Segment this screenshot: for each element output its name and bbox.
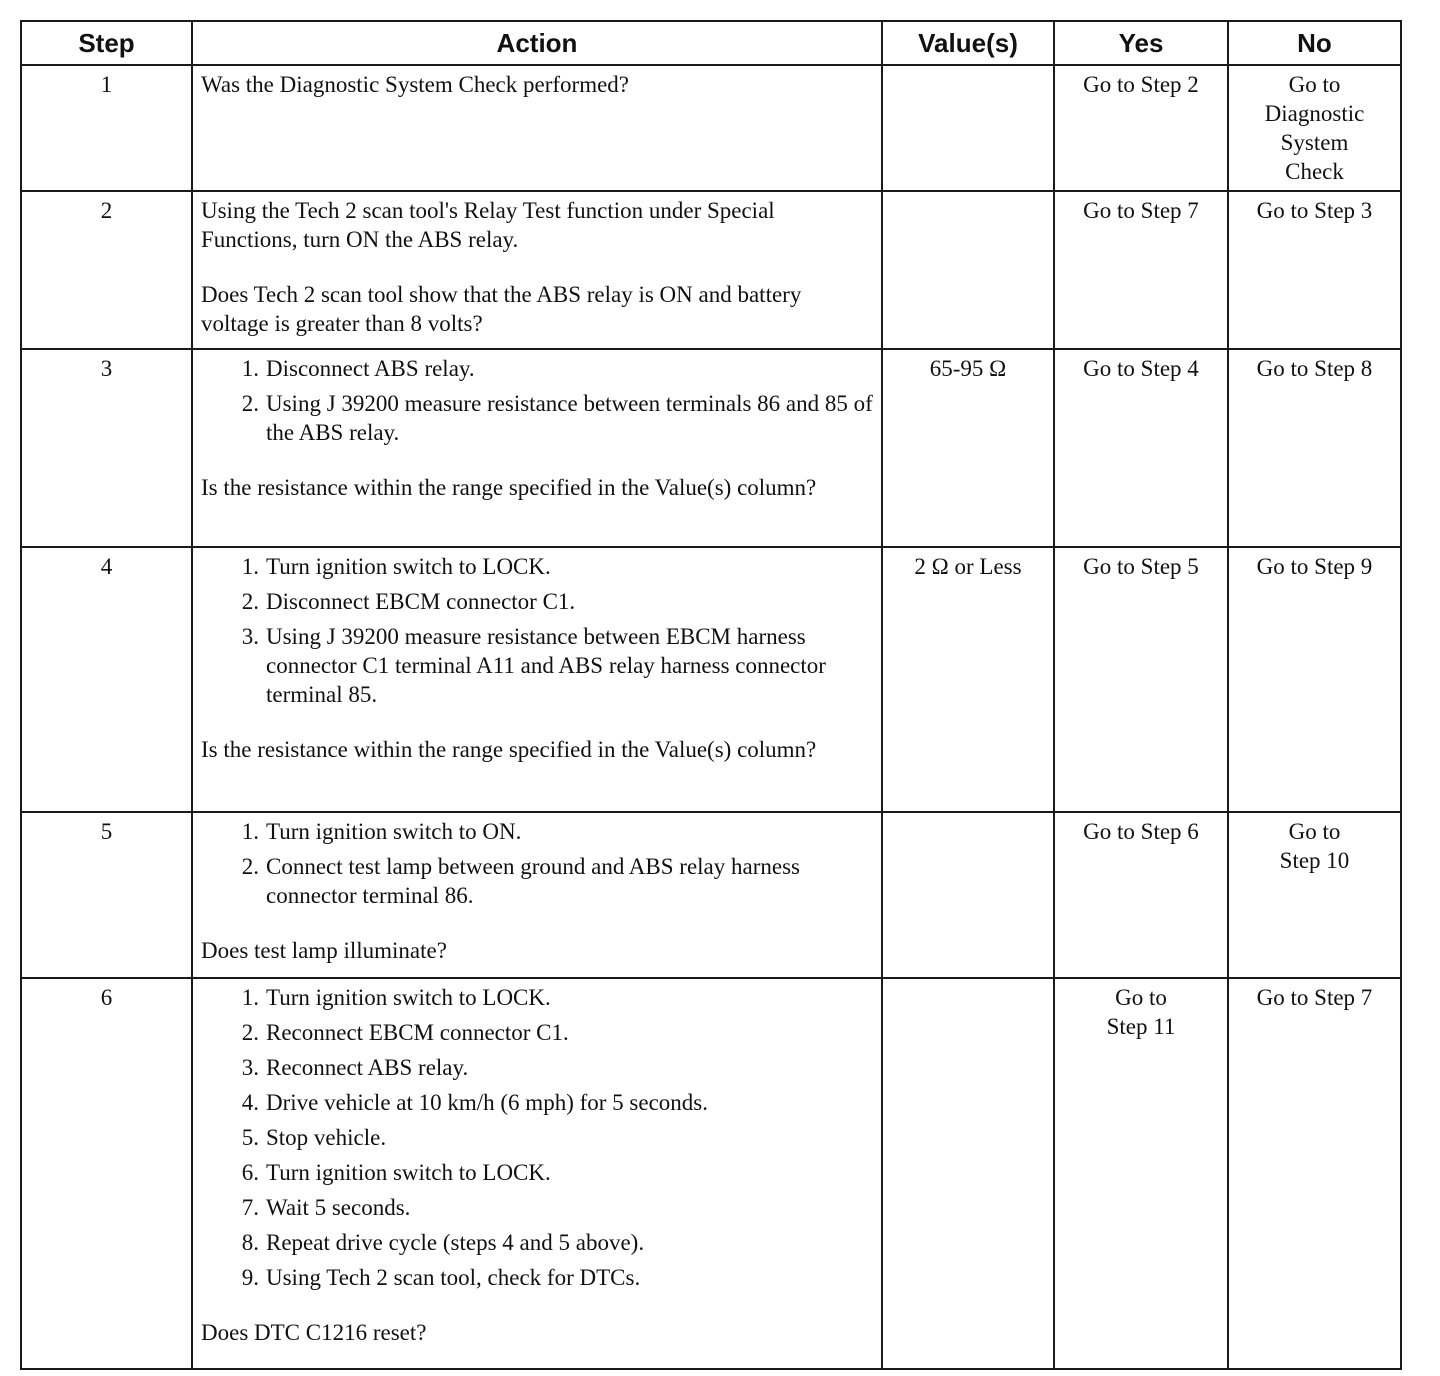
action-step-number: 1. <box>241 985 259 1010</box>
action-step-item <box>229 1263 873 1292</box>
action-text: Using the Tech 2 scan tool's Relay Test function under Special Functions, turn ON the ABS relay. <box>201 198 775 252</box>
action-step-text: Using Tech 2 scan tool, check for DTCs. <box>266 1265 641 1290</box>
action-steps-list <box>201 983 873 1292</box>
value-cell <box>882 978 1054 1369</box>
action-cell <box>192 191 882 349</box>
action-step-number: 2. <box>241 854 259 879</box>
action-step-number: 8. <box>241 1230 259 1255</box>
value-cell: 65-95 Ω <box>882 349 1054 547</box>
header-row <box>21 21 1401 65</box>
no-cell: Go to Step 3 <box>1228 191 1401 349</box>
step-cell: 2 <box>21 191 192 349</box>
no-cell: Go to Step 10 <box>1228 812 1401 978</box>
action-step-text: Stop vehicle. <box>266 1125 387 1150</box>
action-step-number: 9. <box>241 1265 259 1290</box>
no-cell: Go to Step 7 <box>1228 978 1401 1369</box>
action-step-text: Turn ignition switch to ON. <box>266 819 522 844</box>
value-cell <box>882 191 1054 349</box>
step-cell: 6 <box>21 978 192 1369</box>
table-row <box>21 65 1401 191</box>
action-step-text: Disconnect EBCM connector C1. <box>266 589 576 614</box>
action-steps-list <box>201 552 873 709</box>
yes-cell: Go to Step 7 <box>1054 191 1228 349</box>
step-cell: 3 <box>21 349 192 547</box>
action-step-item <box>229 817 873 846</box>
action-step-text: Reconnect EBCM connector C1. <box>266 1020 569 1045</box>
action-step-number: 3. <box>241 1055 259 1080</box>
table-row <box>21 349 1401 547</box>
action-step-item <box>229 587 873 616</box>
action-step-text: Reconnect ABS relay. <box>266 1055 469 1080</box>
no-cell: Go to Diagnostic System Check <box>1228 65 1401 191</box>
action-step-item <box>229 1088 873 1117</box>
yes-cell: Go to Step 5 <box>1054 547 1228 812</box>
action-step-number: 1. <box>241 554 259 579</box>
step-cell: 5 <box>21 812 192 978</box>
action-cell <box>192 65 882 191</box>
header-no: No <box>1228 21 1401 65</box>
table-row <box>21 812 1401 978</box>
table-row <box>21 547 1401 812</box>
action-step-text: Repeat drive cycle (steps 4 and 5 above). <box>266 1230 645 1255</box>
action-step-number: 3. <box>241 624 259 649</box>
value-cell <box>882 812 1054 978</box>
step-cell: 1 <box>21 65 192 191</box>
action-cell <box>192 978 882 1369</box>
action-step-text: Using J 39200 measure resistance between EBCM harness connector C1 terminal A11 and ABS relay harness connector terminal 85. <box>266 624 826 707</box>
action-step-number: 2. <box>241 391 259 416</box>
action-step-number: 7. <box>241 1195 259 1220</box>
action-question: Does test lamp illuminate? <box>201 938 447 963</box>
action-steps-list <box>201 354 873 447</box>
action-step-text: Drive vehicle at 10 km/h (6 mph) for 5 seconds. <box>266 1090 708 1115</box>
action-step-number: 1. <box>241 356 259 381</box>
header-action: Action <box>192 21 882 65</box>
action-step-text: Turn ignition switch to LOCK. <box>266 1160 551 1185</box>
header-step: Step <box>21 21 192 65</box>
action-question: Does Tech 2 scan tool show that the ABS relay is ON and battery voltage is greater than 8 volts? <box>201 282 802 336</box>
action-question: Is the resistance within the range specified in the Value(s) column? <box>201 475 817 500</box>
yes-cell: Go to Step 4 <box>1054 349 1228 547</box>
action-step-number: 2. <box>241 1020 259 1045</box>
action-step-number: 2. <box>241 589 259 614</box>
action-step-item <box>229 1053 873 1082</box>
action-step-number: 5. <box>241 1125 259 1150</box>
action-steps-list <box>201 817 873 910</box>
action-step-text: Using J 39200 measure resistance between terminals 86 and 85 of the ABS relay. <box>266 391 873 445</box>
action-step-item <box>229 983 873 1012</box>
action-step-text: Disconnect ABS relay. <box>266 356 475 381</box>
action-step-item <box>229 1018 873 1047</box>
action-text: Was the Diagnostic System Check performed? <box>201 72 630 97</box>
step-cell: 4 <box>21 547 192 812</box>
action-step-item <box>229 354 873 383</box>
action-step-text: Connect test lamp between ground and ABS relay harness connector terminal 86. <box>266 854 800 908</box>
action-step-item <box>229 622 873 709</box>
action-step-text: Turn ignition switch to LOCK. <box>266 985 551 1010</box>
action-step-number: 6. <box>241 1160 259 1185</box>
action-cell <box>192 349 882 547</box>
action-step-number: 1. <box>241 819 259 844</box>
yes-cell: Go to Step 2 <box>1054 65 1228 191</box>
action-cell <box>192 812 882 978</box>
no-cell: Go to Step 9 <box>1228 547 1401 812</box>
table-row <box>21 978 1401 1369</box>
action-step-text: Turn ignition switch to LOCK. <box>266 554 551 579</box>
action-step-item <box>229 552 873 581</box>
table-row <box>21 191 1401 349</box>
value-cell: 2 Ω or Less <box>882 547 1054 812</box>
action-step-item <box>229 1193 873 1222</box>
table-body <box>21 65 1401 1369</box>
action-step-number: 4. <box>241 1090 259 1115</box>
action-step-item <box>229 1123 873 1152</box>
action-step-item <box>229 1228 873 1257</box>
action-question: Does DTC C1216 reset? <box>201 1320 427 1345</box>
yes-cell: Go to Step 6 <box>1054 812 1228 978</box>
header-yes: Yes <box>1054 21 1228 65</box>
action-step-item <box>229 1158 873 1187</box>
action-cell <box>192 547 882 812</box>
yes-cell: Go to Step 11 <box>1054 978 1228 1369</box>
diagnostic-table <box>20 20 1402 1370</box>
action-question: Is the resistance within the range specified in the Value(s) column? <box>201 737 817 762</box>
action-step-item <box>229 852 873 910</box>
action-step-item <box>229 389 873 447</box>
action-step-text: Wait 5 seconds. <box>266 1195 411 1220</box>
no-cell: Go to Step 8 <box>1228 349 1401 547</box>
value-cell <box>882 65 1054 191</box>
header-values: Value(s) <box>882 21 1054 65</box>
